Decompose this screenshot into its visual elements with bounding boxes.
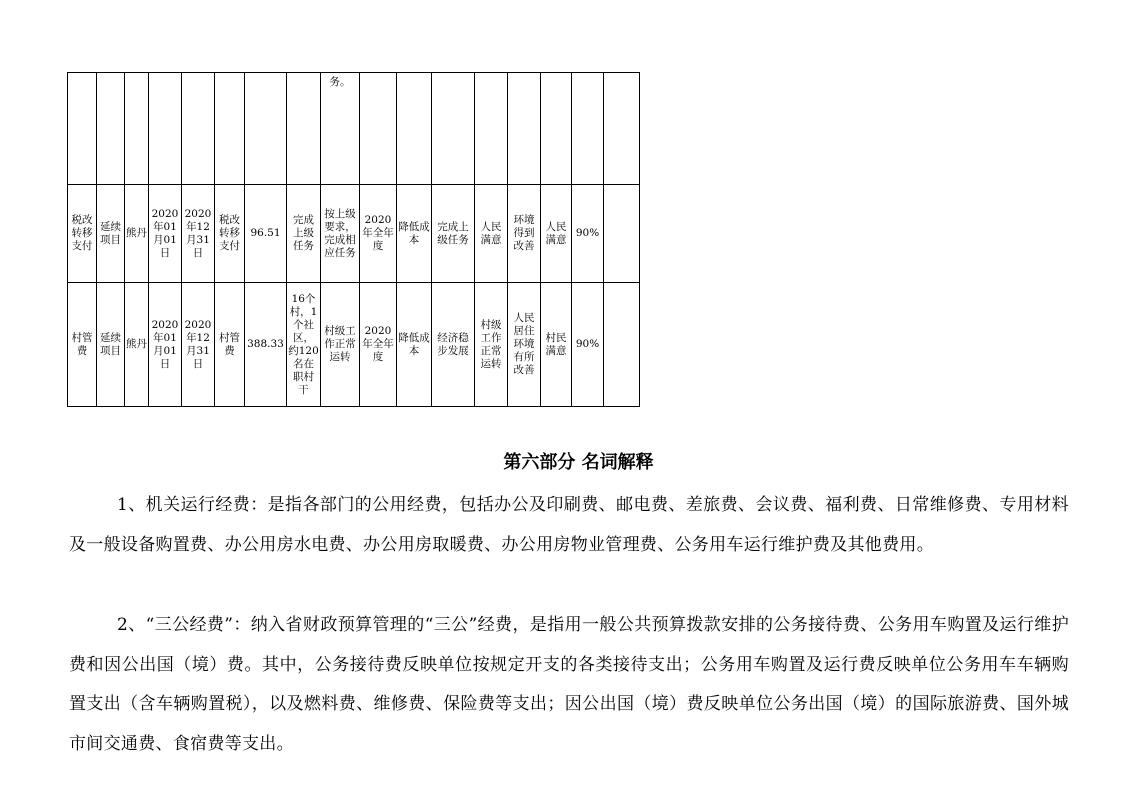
table-row bbox=[68, 283, 640, 407]
table-cell bbox=[287, 73, 321, 185]
table-cell: 90% bbox=[572, 185, 604, 283]
definition-paragraph: 1、机关运行经费：是指各部门的公用经费，包括办公及印刷费、邮电费、差旅费、会议费、福利费、日常维修费、专用材料及一般设备购置费、办公用房水电费、办公用房取暖费、办公用房物业管理费、公务用车运行维护费及其他费用。 bbox=[69, 495, 1069, 555]
table-cell: 延续项目 bbox=[97, 185, 125, 283]
table-cell: 降低成本 bbox=[397, 185, 432, 283]
table-cell: 16个村，1个社区，约120名在职村干 bbox=[287, 283, 321, 407]
table-cell bbox=[245, 73, 287, 185]
table-cell: 税改转移支付 bbox=[68, 185, 97, 283]
table-row bbox=[68, 73, 640, 185]
project-table bbox=[67, 72, 640, 407]
table-cell: 2020年01月01日 bbox=[149, 283, 182, 407]
table-cell: 2020年01月01日 bbox=[149, 185, 182, 283]
table-cell: 388.33 bbox=[245, 283, 287, 407]
table-cell bbox=[604, 185, 640, 283]
table-cell: 税改转移支付 bbox=[215, 185, 245, 283]
table-cell: 2020年全年度 bbox=[360, 185, 397, 283]
table-cell: 按上级要求，完成相应任务 bbox=[321, 185, 360, 283]
table-cell bbox=[604, 283, 640, 407]
table-cell: 2020年12月31日 bbox=[182, 283, 215, 407]
table-cell: 2020年全年度 bbox=[360, 283, 397, 407]
table-cell bbox=[149, 73, 182, 185]
table-cell: 村级工作正常运转 bbox=[475, 283, 508, 407]
table-cell: 延续项目 bbox=[97, 283, 125, 407]
definition-paragraph: 2、“三公经费”：纳入省财政预算管理的“三公”经费，是指用一般公共预算拨款安排的公务接待费、公务用车购置及运行维护费和因公出国（境）费。其中，公务接待费反映单位按规定开支的各类接待支出；公务用车购置及运行费反映单位公务用车车辆购置支出（含车辆购置税），以及燃料费、维修费、保险费等支出；因公出国（境）费反映单位公务出国（境）的国际旅游费、国外城市间交通费、食宿费等支出。 bbox=[69, 615, 1069, 755]
table-cell: 降低成本 bbox=[397, 283, 432, 407]
table-cell: 人民居住环境有所改善 bbox=[508, 283, 541, 407]
table-cell: 环境得到改善 bbox=[508, 185, 541, 283]
table-cell bbox=[604, 73, 640, 185]
table-cell bbox=[68, 73, 97, 185]
table-cell: 2020年12月31日 bbox=[182, 185, 215, 283]
table-cell bbox=[541, 73, 572, 185]
table-cell bbox=[475, 73, 508, 185]
table-cell: 经济稳步发展 bbox=[432, 283, 475, 407]
table-cell: 熊丹 bbox=[125, 283, 149, 407]
table-cell bbox=[182, 73, 215, 185]
table-cell: 务。 bbox=[321, 73, 360, 185]
table-row bbox=[68, 185, 640, 283]
table-cell: 村管费 bbox=[215, 283, 245, 407]
table-cell: 完成上级任务 bbox=[432, 185, 475, 283]
table-cell: 熊丹 bbox=[125, 185, 149, 283]
table-cell bbox=[97, 73, 125, 185]
table-cell bbox=[125, 73, 149, 185]
table-cell: 90% bbox=[572, 283, 604, 407]
table-cell bbox=[215, 73, 245, 185]
table-cell: 人民满意 bbox=[475, 185, 508, 283]
table-cell: 96.51 bbox=[245, 185, 287, 283]
table-cell: 村级工作正常运转 bbox=[321, 283, 360, 407]
table-cell bbox=[360, 73, 397, 185]
table-cell bbox=[432, 73, 475, 185]
table-cell: 村管费 bbox=[68, 283, 97, 407]
table-cell: 村民满意 bbox=[541, 283, 572, 407]
table-cell: 人民满意 bbox=[541, 185, 572, 283]
table-cell bbox=[397, 73, 432, 185]
table-cell bbox=[572, 73, 604, 185]
section-title: 第六部分 名词解释 bbox=[503, 452, 654, 473]
table-cell: 完成上级任务 bbox=[287, 185, 321, 283]
table-cell bbox=[508, 73, 541, 185]
